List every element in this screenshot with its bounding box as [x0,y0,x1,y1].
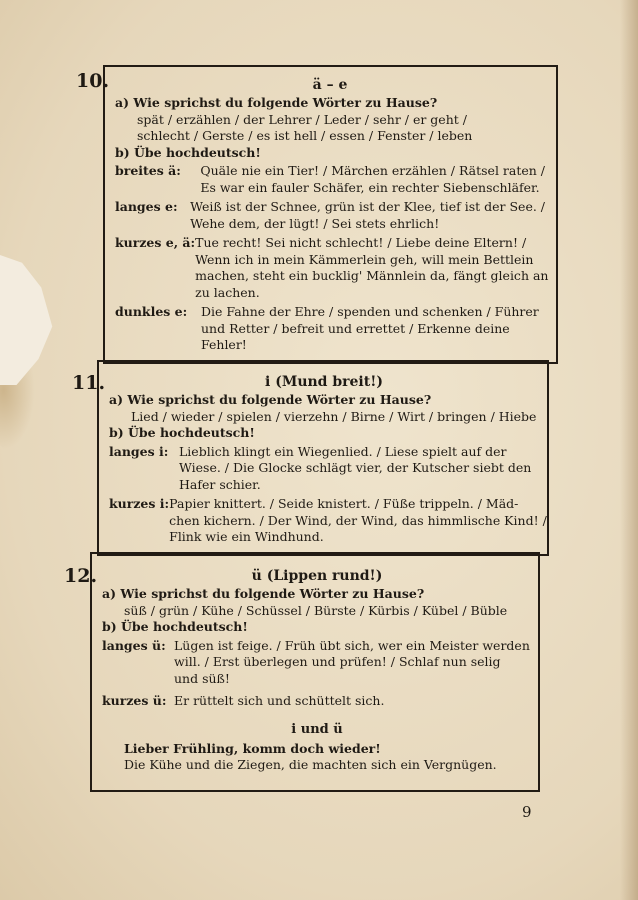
subheading: i und ü [291,721,343,737]
exercise-row [115,304,545,354]
closing-line: Lieber Frühling, komm doch wieder! [124,740,381,756]
section-heading: ä – e [312,77,348,93]
part-a-label: a) Wie sprichst du folgende Wörter zu Hause? [115,95,438,110]
exercise-line: Er rüttelt sich und schüttelt sich. [174,693,385,708]
exercise-line: Hafer schier. [179,476,261,492]
exercise-row [115,235,549,301]
section-number: 10. [76,70,110,92]
page-edge-shadow [620,0,638,900]
exercise-line: Tue recht! Sei nicht schlecht! / Liebe deine Eltern! / [195,235,527,250]
exercise-row [109,496,547,546]
exercise-label: langes e: [115,199,178,214]
exercise-line: Papier knittert. / Seide knistert. / Füße trippeln. / Mäd- [169,496,519,511]
exercise-line: will. / Erst überlegen und prüfen! / Schlaf nun selig [174,654,501,669]
section-number: 11. [72,372,106,394]
exercise-line: Lieblich klingt ein Wiegenlied. / Liese spielt auf der [179,443,507,459]
exercise-line: Wehe dem, der lügt! / Sei stets ehrlich! [190,215,440,231]
exercise-line: Lügen ist feige. / Früh übt sich, wer ein Meister werden [174,637,530,653]
torn-page-edge [0,255,55,385]
exercise-label: breites ä: [115,163,181,178]
exercise-label: kurzes ü: [102,693,167,708]
exercise-row [102,693,532,710]
exercise-label: dunkles e: [115,304,188,319]
page-number: 9 [522,803,532,821]
section-heading: ü (Lippen rund!) [251,568,383,584]
exercise-line: Weiß ist der Schnee, grün ist der Klee, tief ist der See. / [190,199,545,214]
part-a-label: a) Wie sprichst du folgende Wörter zu Hause? [102,586,425,601]
exercise-line: Es war ein fauler Schäfer, ein rechter Siebenschläfer. [200,179,540,195]
exercise-line: zu lachen. [195,284,260,300]
word-list-line: schlecht / Gerste / es ist hell / essen / Fenster / leben [137,128,473,143]
exercise-line: und süß! [174,670,230,686]
exercise-label: kurzes e, ä: [115,235,196,250]
exercise-line: Wiese. / Die Glocke schlägt vier, der Kutscher siebt den [179,460,532,475]
exercise-line: chen kichern. / Der Wind, der Wind, das himmlische Kind! / [169,512,547,528]
exercise-box-12 [90,552,540,792]
part-b-label: b) Übe hochdeutsch! [115,144,261,160]
exercise-label: langes ü: [102,637,166,653]
exercise-box-11 [97,360,549,556]
exercise-line: machen, steht ein bucklig' Männlein da, fängt gleich an [195,268,549,283]
exercise-row [102,638,532,688]
closing-line: Die Kühe und die Ziegen, die machten sich ein Vergnügen. [124,757,497,772]
exercise-line: Wenn ich in mein Kämmerlein geh, will mein Bettlein [195,251,534,267]
word-list-line: süß / grün / Kühe / Schüssel / Bürste / Kürbis / Kübel / Büble [124,602,508,618]
exercise-line: Fehler! [201,337,247,352]
exercise-label: kurzes i: [109,496,170,511]
exercise-line: Flink wie ein Windhund. [169,529,324,544]
exercise-line: Quäle nie ein Tier! / Märchen erzählen / Rätsel raten / [200,163,545,178]
part-a-label: a) Wie sprichst du folgende Wörter zu Hause? [109,392,432,407]
word-list-line: Lied / wieder / spielen / vierzehn / Birne / Wirt / bringen / Hiebe [131,408,537,424]
exercise-row [115,163,545,196]
exercise-label: langes i: [109,443,169,459]
part-b-label: b) Übe hochdeutsch! [102,619,248,634]
exercise-box-10 [103,65,558,364]
exercise-row [109,444,539,494]
exercise-line: und Retter / befreit und errettet / Erkenne deine [201,320,510,336]
part-b-label: b) Übe hochdeutsch! [109,425,255,440]
section-number: 12. [64,565,98,587]
section-heading: i (Mund breit!) [265,374,383,390]
word-list-line: spät / erzählen / der Lehrer / Leder / sehr / er geht / [137,111,467,127]
exercise-line: Die Fahne der Ehre / spenden und schenken / Führer [201,304,539,319]
exercise-row [115,199,545,232]
